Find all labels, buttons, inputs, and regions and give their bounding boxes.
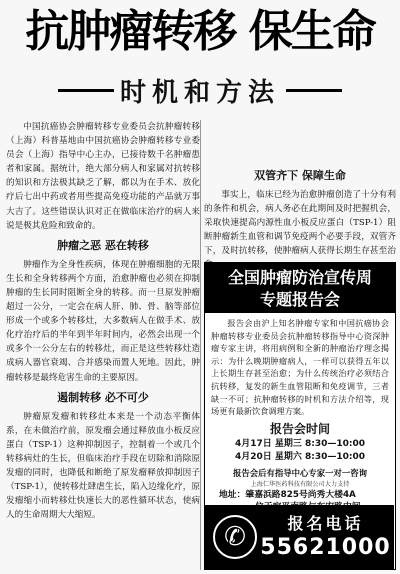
column-divider bbox=[200, 120, 201, 570]
headline: 抗肿瘤转移 保生命 bbox=[25, 6, 375, 57]
section-paragraph-contain: 肿瘤原发瘤和转移灶本来是一个动态平衡体系，在未做治疗前，原发瘤会通过释放血小板反应蛋白（TSP-1）这种抑制因子，控制着一个或几个转移病灶的生长，但临床治疗手段在切除和消除原发瘤的同时，也降低和断绝了原发瘤释放抑制因子（TSP-1），使转移灶肆虐生长，陷入边缘化疗，原发瘤缩小而转移灶快速长大的恶性循环状态，使病人的生命周期大大缩短。 bbox=[6, 411, 200, 521]
address-label: 地址： bbox=[219, 489, 246, 500]
seminar-description: 报告会由沪上知名肿瘤专家和中国抗癌协会肿瘤转移专业委员会抗肿瘤转移指导中心资深肿瘤专家主讲，将用病例和全新的肿瘤治疗理念揭示：为什么晚期肿瘤病人，一样可以获得五年以上长期生存甚至治愈；为什么传统治疗必须结合抗转移，复发的新生血管阻断和免疫调节，三者缺一不可；抗肿瘤转移的时机和方法介绍等，现场更有最新饮食调理方案。 bbox=[211, 318, 389, 417]
seminar-body bbox=[205, 313, 395, 513]
seminar-box bbox=[204, 262, 396, 570]
phone-bar bbox=[205, 505, 394, 569]
section-title-evil: 肿瘤之恶 恶在转移 bbox=[57, 238, 149, 252]
sponsor-line: 上海仁华医药科技有限公司大力支持 bbox=[250, 480, 350, 488]
phone-text bbox=[257, 513, 394, 561]
seminar-title-line1: 全国肿瘤防治宣传周 bbox=[227, 268, 372, 287]
section-paragraph-evil: 肿瘤作为全身性疾病，体现在肿瘤细胞的无限生长和全身转移两个方面，治愈肿瘤也必须在抑制肿瘤的生长同时阻断全身的转移。而一旦原发肿瘤超过一公分，一定会在病人肝、肺、骨、脑等部位形成一个或多个转移灶，大多数病人在做手术、放化疗治疗后的半年到半年时间内，必然会出现一个或多个一公分左右的转移灶，而正是这些转移灶造成病人器官衰竭、合并感染而置人死地。因此，肿瘤转移是最终危害生命的主要原因。 bbox=[6, 259, 200, 383]
seminar-title-line2: 专题报告会 bbox=[259, 290, 340, 309]
phone-number[interactable]: 55621000 bbox=[260, 535, 391, 560]
section-paragraph-dual: 事实上，临床已经为治愈肿瘤创造了十分有利的条件和机会，病人务必在此期间及时把握机会，采取快速提高内源性血小板反应蛋白（TSP-1）阻断肿瘤新生血管和调节免疫两个必要手段，双管齐下，及时抗转移，使肿瘤病人获得长期生存甚至治 bbox=[204, 190, 396, 257]
consult-note: 报告会后有指导中心专家一对一咨询 bbox=[233, 467, 367, 478]
seminar-header bbox=[205, 263, 395, 313]
seminar-time-1: 4月17日 星期三 8:30—10:00 bbox=[234, 438, 366, 449]
seminar-time-2: 4月20日 星期六 8:30—10:00 bbox=[234, 451, 366, 462]
seminar-time-title: 报告会时间 bbox=[269, 421, 330, 436]
left-column bbox=[6, 120, 200, 570]
right-column bbox=[204, 120, 396, 273]
telephone-icon: ✆ bbox=[213, 515, 257, 559]
section-title-contain: 遏制转移 必不可少 bbox=[57, 390, 149, 404]
subhead-rule-left bbox=[58, 89, 114, 92]
address-value: 肇嘉浜路825号尚秀大楼4A bbox=[245, 489, 356, 500]
subhead-row bbox=[0, 70, 400, 110]
section-title-dual: 双管齐下 保障生命 bbox=[254, 169, 346, 182]
address-line-1 bbox=[211, 489, 389, 501]
phone-label: 报名电话 bbox=[287, 514, 364, 533]
subhead-rule-right bbox=[286, 89, 342, 92]
subhead: 时机和方法 bbox=[119, 77, 280, 108]
intro-paragraph: 中国抗癌协会肿瘤转移专业委员会抗肿瘤转移（上海）科普基地由中国抗癌协会肿瘤转移专业委员会（上海）指导中心主办，已接待数千名肿瘤患者和家属。据统计，绝大部分病人和家属对抗转移的知识和方法极其缺乏了解，都以为在手术、放化疗后七出中药或者用些提高免疫功能的产品就万事大吉了。这些错误认识对正在做临床治疗的病人来说是极其危险和致命的。 bbox=[6, 122, 200, 231]
